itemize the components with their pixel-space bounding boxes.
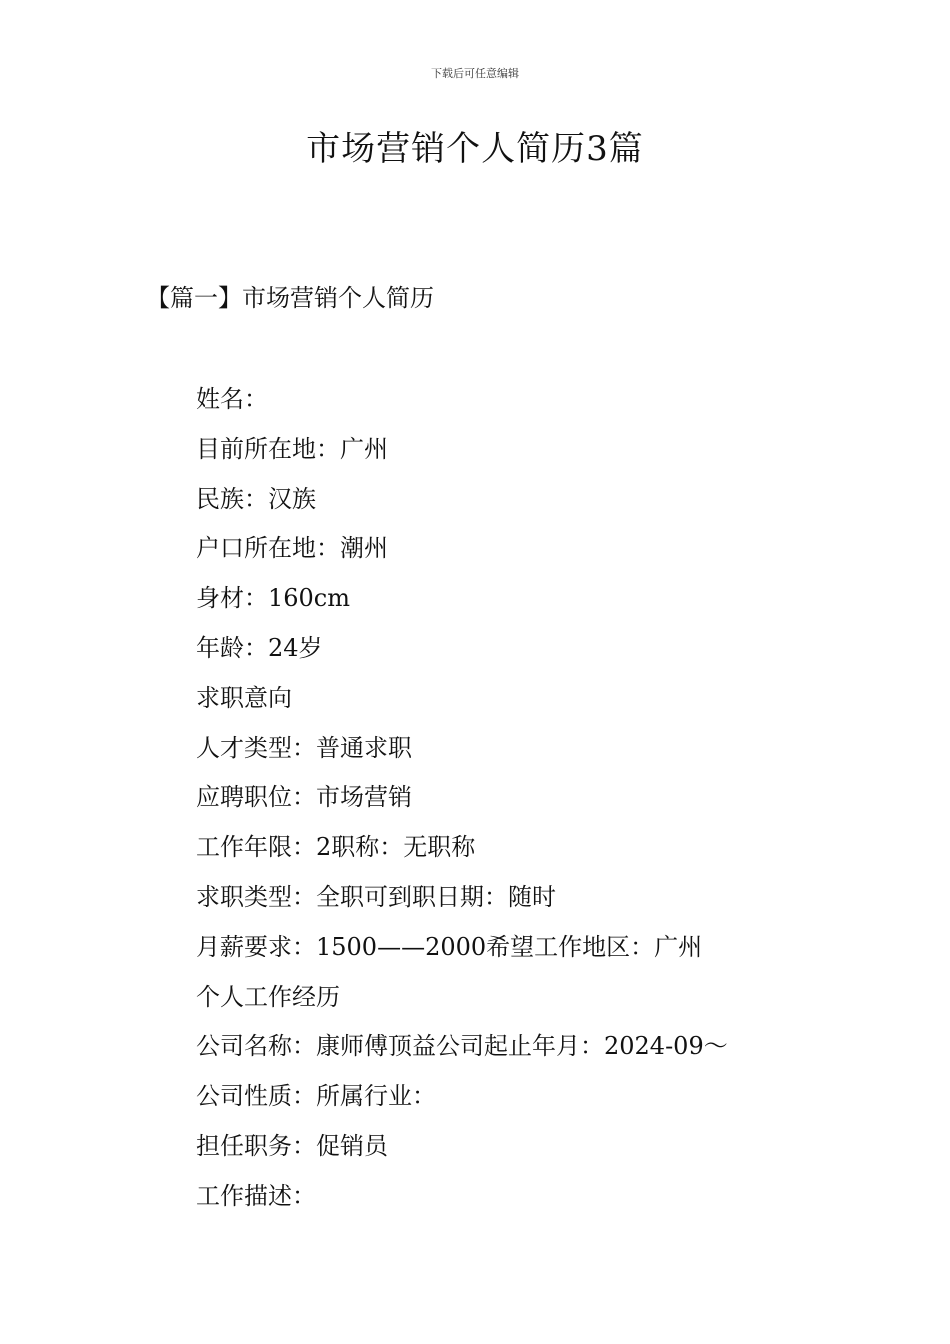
field-name: 姓名：	[196, 385, 268, 413]
field-current-location: 目前所在地：广州	[196, 434, 388, 463]
field-applied-position: 应聘职位：市场营销	[196, 783, 412, 812]
header-note: 下载后可任意编辑	[431, 67, 519, 80]
resume-lines	[196, 378, 728, 1225]
field-job-description: 工作描述：	[196, 1181, 316, 1210]
field-height: 身材：160cm	[196, 584, 351, 613]
field-talent-type: 人才类型：普通求职	[196, 733, 412, 762]
field-company-name: 公司名称：康师傅顶益公司起止年月：2024-09～	[196, 1032, 728, 1061]
field-position-held: 担任职务：促销员	[196, 1131, 388, 1160]
section-heading: 【篇一】市场营销个人简历	[146, 284, 434, 312]
field-age: 年龄：24岁	[196, 633, 323, 662]
document-title: 市场营销个人简历3篇	[306, 129, 644, 169]
subheading-job-intention: 求职意向	[196, 683, 292, 712]
field-job-type: 求职类型：全职可到职日期：随时	[196, 882, 556, 911]
field-salary: 月薪要求：1500——2000希望工作地区：广州	[196, 932, 703, 961]
subheading-work-experience: 个人工作经历	[196, 982, 340, 1011]
field-work-years: 工作年限：2职称：无职称	[196, 833, 476, 862]
field-hukou-location: 户口所在地：潮州	[196, 534, 388, 563]
field-ethnicity: 民族：汉族	[196, 484, 316, 513]
field-company-nature: 公司性质：所属行业：	[196, 1082, 436, 1111]
